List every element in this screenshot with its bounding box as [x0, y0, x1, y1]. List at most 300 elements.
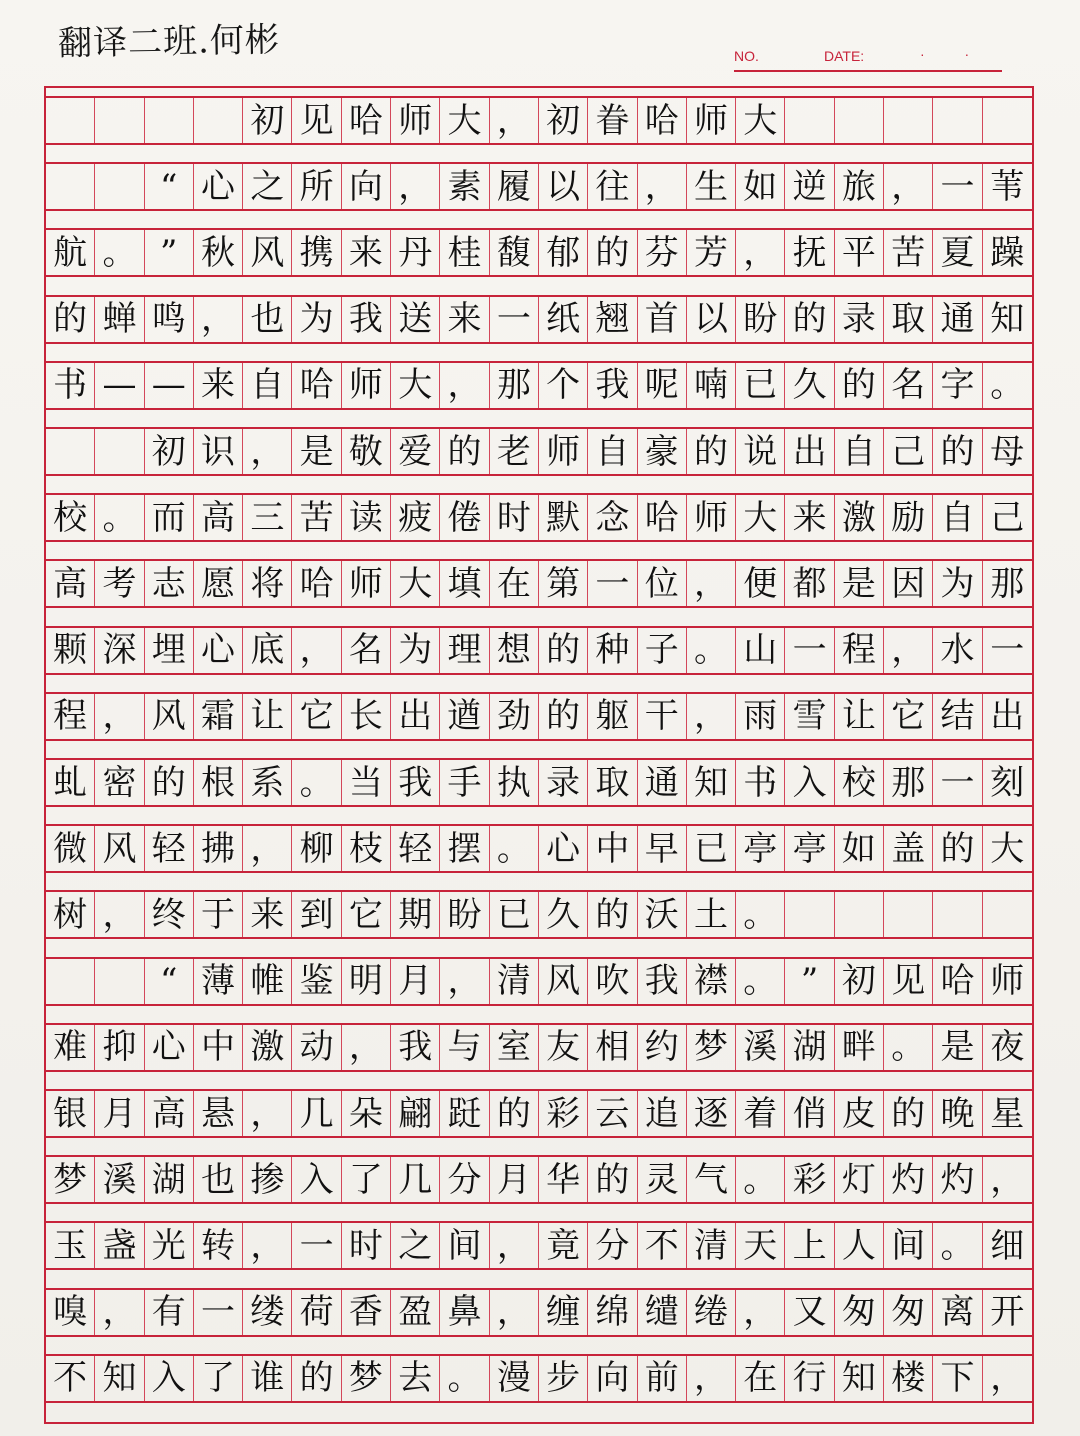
grid-cell: 师 [539, 429, 588, 474]
grid-cell: 因 [884, 561, 933, 606]
grid-cell: 向 [588, 1356, 637, 1401]
grid-cell: 分 [588, 1223, 637, 1268]
grid-cell: 星 [990, 1093, 1025, 1134]
grid-cell: ” [145, 230, 194, 275]
grid-cell: 哈 [933, 959, 982, 1004]
grid-cell: 三 [243, 495, 292, 540]
grid-cell: 己 [990, 497, 1025, 538]
grid-row [46, 228, 1032, 277]
grid-cell: 来 [440, 297, 489, 342]
grid-cell: 想 [490, 628, 539, 673]
grid-cell: 大 [990, 828, 1025, 869]
grid-cell: 埋 [145, 628, 194, 673]
grid-cell: 亭 [785, 826, 834, 871]
grid-cell: 让 [243, 694, 292, 739]
grid-cell: 早 [638, 826, 687, 871]
grid-cell: 以 [539, 164, 588, 209]
grid-cell: 是 [933, 1025, 982, 1070]
grid-cell: 校 [46, 495, 95, 540]
grid-cell: ， [490, 1223, 539, 1268]
grid-cell: 程 [46, 694, 95, 739]
grid-row [46, 162, 1032, 211]
grid-cell: 心 [194, 164, 243, 209]
grid-cell: 根 [194, 760, 243, 805]
grid-cell: 梦 [687, 1025, 736, 1070]
grid-cell: 湖 [785, 1025, 834, 1070]
grid-cell: 清 [687, 1223, 736, 1268]
grid-cell: ， [687, 561, 736, 606]
grid-cell: 往 [588, 164, 637, 209]
grid-cell: 缱 [638, 1290, 687, 1335]
grid-cell: 以 [687, 297, 736, 342]
grid-cell: 种 [588, 628, 637, 673]
grid-cell: 彩 [539, 1091, 588, 1136]
date-label: DATE: [824, 48, 865, 64]
grid-cell: 华 [539, 1157, 588, 1202]
grid-cell: 哈 [342, 98, 391, 143]
grid-cell: 师 [391, 98, 440, 143]
grid-cell: 考 [95, 561, 144, 606]
grid-cell: 帷 [243, 959, 292, 1004]
grid-cell: 倦 [440, 495, 489, 540]
grid-cell: ， [342, 1025, 391, 1070]
grid-cell: 的 [588, 892, 637, 937]
grid-cell: 高 [145, 1091, 194, 1136]
grid-cell: 薄 [194, 959, 243, 1004]
grid-cell: 哈 [292, 363, 341, 408]
grid-cell: 师 [342, 561, 391, 606]
author-name: 翻译二班.何彬 [57, 20, 281, 64]
grid-cell: ， [243, 429, 292, 474]
grid-row [46, 295, 1032, 344]
grid-cell: 书 [46, 363, 95, 408]
grid-cell: 也 [194, 1157, 243, 1202]
grid-cell: 躯 [588, 694, 637, 739]
grid-row [46, 692, 1032, 741]
grid-cell: 的 [539, 694, 588, 739]
grid-cell: 已 [490, 892, 539, 937]
grid-cell [95, 959, 144, 1004]
grid-cell: 长 [342, 694, 391, 739]
grid-cell: 通 [933, 297, 982, 342]
grid-cell: 系 [243, 760, 292, 805]
grid-cell: ， [440, 363, 489, 408]
grid-cell: 沃 [638, 892, 687, 937]
grid-cell: 录 [539, 760, 588, 805]
grid-cell [983, 892, 1032, 937]
grid-cell: 相 [588, 1025, 637, 1070]
grid-cell: 友 [539, 1025, 588, 1070]
grid-cell: 拂 [194, 826, 243, 871]
grid-cell: 。 [95, 230, 144, 275]
grid-cell: ， [490, 1290, 539, 1335]
grid-cell: 云 [588, 1091, 637, 1136]
grid-cell: 平 [835, 230, 884, 275]
grid-cell: ， [243, 1091, 292, 1136]
grid-cell: 自 [933, 495, 982, 540]
grid-cell: 志 [145, 561, 194, 606]
grid-cell: 已 [687, 826, 736, 871]
grid-cell: 丹 [391, 230, 440, 275]
grid-cell: 录 [835, 297, 884, 342]
grid-row [46, 1288, 1032, 1337]
grid-cell: 绵 [588, 1290, 637, 1335]
grid-cell: 前 [638, 1356, 687, 1401]
grid-cell: 绻 [687, 1290, 736, 1335]
grid-cell: 来 [194, 363, 243, 408]
grid-cell [933, 98, 982, 143]
grid-cell: 师 [342, 363, 391, 408]
grid-cell: 大 [391, 561, 440, 606]
grid-cell: 山 [736, 628, 785, 673]
grid-cell: ， [95, 1290, 144, 1335]
grid-cell [46, 429, 95, 474]
grid-cell: 于 [194, 892, 243, 937]
grid-cell: 它 [884, 694, 933, 739]
grid-cell: ， [687, 694, 736, 739]
grid-cell: ， [884, 164, 933, 209]
grid-cell: 虬 [46, 760, 95, 805]
grid-cell: 一 [194, 1290, 243, 1335]
grid-row [46, 1221, 1032, 1270]
grid-cell: 见 [292, 98, 341, 143]
grid-cell: ， [990, 1358, 1025, 1399]
grid-cell: 为 [391, 628, 440, 673]
grid-cell: 填 [440, 561, 489, 606]
grid-row [46, 1354, 1032, 1403]
grid-cell: 久 [785, 363, 834, 408]
grid-cell: 漫 [490, 1356, 539, 1401]
date-dots: · · [920, 46, 988, 62]
grid-cell: 初 [145, 429, 194, 474]
grid-cell: 初 [243, 98, 292, 143]
grid-cell: 。 [490, 826, 539, 871]
grid-cell [884, 98, 933, 143]
grid-cell: 人 [835, 1223, 884, 1268]
grid-cell: 微 [46, 826, 95, 871]
grid-cell: 它 [342, 892, 391, 937]
grid-cell [933, 892, 982, 937]
grid-cell: 识 [194, 429, 243, 474]
grid-cell: 去 [391, 1356, 440, 1401]
grid-cell: 个 [539, 363, 588, 408]
grid-cell: 动 [292, 1025, 341, 1070]
grid-cell: 师 [687, 98, 736, 143]
grid-cell: 盈 [391, 1290, 440, 1335]
grid-cell: 逐 [687, 1091, 736, 1136]
grid-cell: 下 [933, 1356, 982, 1401]
grid-cell [95, 429, 144, 474]
grid-cell: 鼻 [440, 1290, 489, 1335]
grid-cell: 老 [490, 429, 539, 474]
grid-cell: ， [391, 164, 440, 209]
grid-cell: 颗 [46, 628, 95, 673]
grid-cell: 它 [292, 694, 341, 739]
grid-cell: 知 [835, 1356, 884, 1401]
grid-cell: ， [736, 1290, 785, 1335]
grid-cell: 一 [990, 630, 1025, 671]
grid-cell: ” [785, 959, 834, 1004]
grid-cell: 苦 [884, 230, 933, 275]
grid-cell: 苦 [292, 495, 341, 540]
grid-cell: 有 [145, 1290, 194, 1335]
grid-cell: 是 [292, 429, 341, 474]
grid-cell: 结 [933, 694, 982, 739]
grid-cell: ， [440, 959, 489, 1004]
grid-cell: “ [145, 959, 194, 1004]
grid-cell: 默 [539, 495, 588, 540]
grid-row [46, 427, 1032, 476]
grid-cell: 干 [638, 694, 687, 739]
grid-cell: ， [95, 694, 144, 739]
grid-cell [95, 98, 144, 143]
grid-row [46, 957, 1032, 1006]
grid-cell: 的 [588, 1157, 637, 1202]
grid-cell: 风 [95, 826, 144, 871]
grid-cell: 大 [736, 98, 785, 143]
grid-cell: 愿 [194, 561, 243, 606]
grid-cell: 蝉 [95, 297, 144, 342]
grid-cell: 嗅 [46, 1290, 95, 1335]
grid-cell: 不 [638, 1223, 687, 1268]
grid-cell: 子 [638, 628, 687, 673]
grid-cell: 入 [292, 1157, 341, 1202]
grid-cell: 己 [884, 429, 933, 474]
grid-cell: 间 [884, 1223, 933, 1268]
grid-cell: 鉴 [292, 959, 341, 1004]
grid-row [46, 758, 1032, 807]
grid-cell: 素 [440, 164, 489, 209]
grid-cell: 离 [933, 1290, 982, 1335]
grid-cell: 一 [933, 760, 982, 805]
grid-cell: ， [884, 628, 933, 673]
grid-row [46, 890, 1032, 939]
grid-cell: 室 [490, 1025, 539, 1070]
grid-cell: 携 [292, 230, 341, 275]
grid-cell: 月 [391, 959, 440, 1004]
grid-cell: 我 [588, 363, 637, 408]
grid-cell: 间 [440, 1223, 489, 1268]
grid-cell: 一 [588, 561, 637, 606]
grid-cell: 向 [342, 164, 391, 209]
grid-cell: 当 [342, 760, 391, 805]
grid-cell: ， [736, 230, 785, 275]
grid-cell: 如 [736, 164, 785, 209]
grid-cell: 。 [736, 959, 785, 1004]
grid-cell: 如 [835, 826, 884, 871]
grid-cell: 步 [539, 1356, 588, 1401]
grid-cell: 校 [835, 760, 884, 805]
grid-cell: 梦 [342, 1356, 391, 1401]
grid-cell: 大 [440, 98, 489, 143]
no-date-field [734, 48, 1002, 72]
grid-cell: 灼 [884, 1157, 933, 1202]
grid-cell: ， [243, 826, 292, 871]
grid-cell: 银 [46, 1091, 95, 1136]
grid-cell: 玉 [46, 1223, 95, 1268]
grid-cell: 抚 [785, 230, 834, 275]
grid-cell: 底 [243, 628, 292, 673]
grid-cell: 抑 [95, 1025, 144, 1070]
grid-cell: 。 [884, 1025, 933, 1070]
grid-cell: 的 [292, 1356, 341, 1401]
grid-cell [46, 98, 95, 143]
grid-cell: ， [243, 1223, 292, 1268]
grid-cell: 书 [736, 760, 785, 805]
grid-cell [835, 892, 884, 937]
grid-cell: 来 [785, 495, 834, 540]
grid-row [46, 96, 1032, 145]
grid-cell: 芳 [687, 230, 736, 275]
grid-cell: 手 [440, 760, 489, 805]
grid-cell: 霜 [194, 694, 243, 739]
grid-cell: 风 [145, 694, 194, 739]
grid-cell: 知 [990, 299, 1025, 340]
grid-cell: 生 [687, 164, 736, 209]
grid-cell: 俏 [785, 1091, 834, 1136]
grid-cell: 。 [736, 892, 785, 937]
grid-cell: 。 [292, 760, 341, 805]
grid-cell: 通 [638, 760, 687, 805]
grid-cell: 也 [243, 297, 292, 342]
grid-cell: 开 [990, 1292, 1025, 1333]
grid-cell: 让 [835, 694, 884, 739]
grid-cell: 眷 [588, 98, 637, 143]
grid-cell: 自 [243, 363, 292, 408]
grid-cell: 桂 [440, 230, 489, 275]
grid-cell: 师 [990, 961, 1025, 1002]
grid-cell: 位 [638, 561, 687, 606]
grid-cell: 一 [490, 297, 539, 342]
grid-cell: 行 [785, 1356, 834, 1401]
grid-cell: 一 [933, 164, 982, 209]
grid-cell: 的 [785, 297, 834, 342]
grid-cell: 盼 [736, 297, 785, 342]
grid-cell: 柳 [292, 826, 341, 871]
grid-cell: 鸣 [145, 297, 194, 342]
grid-cell: 密 [95, 760, 144, 805]
grid-cell: 大 [736, 495, 785, 540]
grid-cell: 心 [194, 628, 243, 673]
grid-cell: 已 [736, 363, 785, 408]
grid-cell: 约 [638, 1025, 687, 1070]
grid-cell: 缕 [243, 1290, 292, 1335]
grid-cell: 是 [835, 561, 884, 606]
grid-cell: 敬 [342, 429, 391, 474]
grid-cell: ， [194, 297, 243, 342]
grid-cell: 襟 [687, 959, 736, 1004]
grid-cell: 。 [933, 1223, 982, 1268]
writing-grid [44, 86, 1034, 1424]
grid-cell: 气 [687, 1157, 736, 1202]
grid-cell: 疲 [391, 495, 440, 540]
grid-cell: 母 [990, 431, 1025, 472]
grid-cell: 秋 [194, 230, 243, 275]
grid-cell: 为 [292, 297, 341, 342]
grid-cell: 雪 [785, 694, 834, 739]
grid-row [46, 361, 1032, 410]
grid-cell: 的 [687, 429, 736, 474]
grid-cell [95, 164, 144, 209]
grid-cell: 哈 [638, 98, 687, 143]
grid-cell: 夜 [990, 1027, 1025, 1068]
grid-row [46, 559, 1032, 608]
grid-cell: 几 [391, 1157, 440, 1202]
grid-cell: 月 [95, 1091, 144, 1136]
grid-cell: ， [687, 1356, 736, 1401]
grid-cell: ， [990, 1159, 1025, 1200]
grid-cell: 的 [539, 628, 588, 673]
grid-cell: 遒 [440, 694, 489, 739]
grid-cell: 晚 [933, 1091, 982, 1136]
no-label: NO. [734, 48, 759, 64]
grid-cell: 哈 [638, 495, 687, 540]
grid-cell: 读 [342, 495, 391, 540]
grid-cell: 苇 [990, 166, 1025, 207]
grid-cell: 首 [638, 297, 687, 342]
grid-cell: 纸 [539, 297, 588, 342]
grid-cell [983, 98, 1032, 143]
grid-cell: 与 [440, 1025, 489, 1070]
grid-cell: ， [638, 164, 687, 209]
grid-cell: 楼 [884, 1356, 933, 1401]
grid-cell [785, 98, 834, 143]
grid-cell: 刻 [990, 762, 1025, 803]
grid-cell: 自 [588, 429, 637, 474]
grid-cell: 逆 [785, 164, 834, 209]
grid-cell: 雨 [736, 694, 785, 739]
grid-cell: 我 [391, 1025, 440, 1070]
grid-cell: 期 [391, 892, 440, 937]
grid-cell: 履 [490, 164, 539, 209]
grid-cell: 心 [145, 1025, 194, 1070]
grid-cell: 取 [588, 760, 637, 805]
grid-cell: 荷 [292, 1290, 341, 1335]
grid-cell: 到 [292, 892, 341, 937]
grid-cell: 名 [342, 628, 391, 673]
grid-cell: 盏 [95, 1223, 144, 1268]
grid-cell: 大 [391, 363, 440, 408]
grid-cell: — [95, 363, 144, 408]
grid-cell: 翘 [588, 297, 637, 342]
grid-cell: “ [145, 164, 194, 209]
grid-cell: 又 [785, 1290, 834, 1335]
grid-cell: 的 [884, 1091, 933, 1136]
grid-cell: 高 [46, 561, 95, 606]
grid-cell: 一 [785, 628, 834, 673]
grid-cell: 盖 [884, 826, 933, 871]
grid-cell [884, 892, 933, 937]
grid-cell: 入 [145, 1356, 194, 1401]
grid-cell [145, 98, 194, 143]
grid-cell: 彩 [785, 1157, 834, 1202]
grid-cell: 郁 [539, 230, 588, 275]
grid-cell: 出 [990, 696, 1025, 737]
grid-cell: 轻 [391, 826, 440, 871]
grid-cell: 畔 [835, 1025, 884, 1070]
grid-cell: 为 [933, 561, 982, 606]
grid-cell: 亭 [736, 826, 785, 871]
grid-row [46, 824, 1032, 873]
grid-cell: 的 [46, 297, 95, 342]
grid-cell: 所 [292, 164, 341, 209]
grid-cell: 匆 [835, 1290, 884, 1335]
grid-cell: 灼 [933, 1157, 982, 1202]
grid-cell: 梦 [46, 1157, 95, 1202]
grid-cell: 馥 [490, 230, 539, 275]
grid-cell: 的 [835, 363, 884, 408]
grid-cell: 溪 [95, 1157, 144, 1202]
